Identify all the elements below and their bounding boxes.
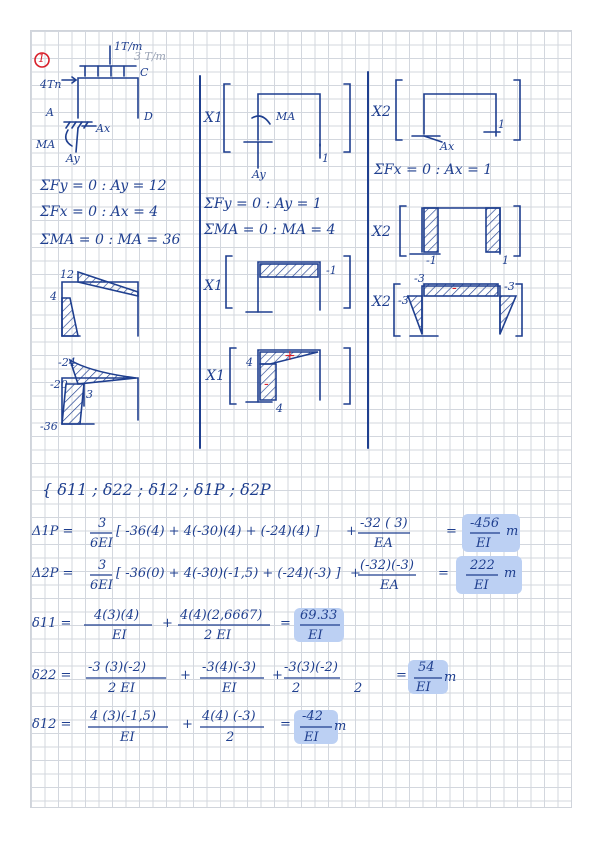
d22-plus2: + [272, 668, 283, 683]
d1p-result-den: EI [476, 536, 491, 551]
d12-lhs: δ12 = [32, 717, 72, 732]
d12-frac2-num: 4(4) (-3) [202, 709, 256, 724]
d22-lhs: δ22 = [32, 668, 72, 683]
d12-unit: m [334, 719, 347, 734]
d22-frac2-num: -3(4)(-3) [202, 660, 256, 675]
middle-x1-label: X1 [204, 110, 223, 126]
problem-number: 1 [38, 52, 45, 65]
d22-result-num: 54 [418, 660, 435, 675]
d1p-frac2-den: EA [374, 536, 393, 551]
d2p-bracket: [ -36(0) + 4(-30)(-1,5) + (-24)(-3) ] [116, 566, 341, 581]
d22-frac3-num: -3(3)(-2) [284, 660, 338, 675]
right-eq-1: ΣFx = 0 : Ax = 1 [374, 162, 493, 178]
diagram1-top-value: 12 [60, 268, 74, 281]
d11-frac1-num: 4(3)(4) [94, 608, 140, 623]
d2p-result-den: EI [474, 578, 489, 593]
right-diagram2-top-left: -3 [414, 272, 425, 285]
diagram2-side-value: 3 [86, 388, 93, 401]
d11-frac2-num: 4(4)(2,6667) [180, 608, 263, 623]
d22-frac1-num: -3 (3)(-2) [88, 660, 147, 675]
d11-frac1-den: EI [112, 628, 127, 643]
d2p-equals: = [438, 566, 449, 581]
middle-minus-sign: - [264, 376, 269, 392]
d12-result-den: EI [304, 730, 319, 745]
middle-ay-label: Ay [252, 168, 266, 181]
node-c-label: C [140, 66, 149, 79]
d12-frac1-den: EI [120, 730, 135, 745]
equilibrium-eq-3: ΣMA = 0 : MA = 36 [40, 232, 181, 248]
middle-diagram1-label: X1 [204, 278, 223, 294]
distributed-load-label: 1T/m [114, 40, 143, 53]
d1p-frac1-num: 3 [98, 516, 107, 531]
equilibrium-eq-1: ΣFy = 0 : Ay = 12 [40, 178, 167, 194]
d1p-frac2-num: -32 ( 3) [360, 516, 408, 531]
d11-equals: = [280, 616, 291, 631]
right-frame-x2 [396, 80, 520, 142]
d1p-lhs: Δ1P = [32, 524, 74, 539]
d1p-frac1-den: 6EI [90, 536, 113, 551]
d12-equals: = [280, 717, 291, 732]
middle-plus-sign: + [284, 348, 296, 364]
diagram2-mid-value: -20 [50, 378, 68, 391]
middle-ma-label: MA [276, 110, 296, 123]
unknowns-set: { δ11 ; δ22 ; δ12 ; δ1P ; δ2P [42, 480, 271, 499]
right-diagram2-right: -3 [504, 280, 515, 293]
right-diagram1-left-value: -1 [426, 254, 437, 267]
right-moment-x2 [400, 206, 520, 256]
d2p-frac1-den: 6EI [90, 578, 113, 593]
main-frame-diagram [62, 46, 138, 152]
right-x2-label: X2 [372, 104, 391, 120]
d22-result-den: EI [416, 680, 431, 695]
d12-result-num: -42 [302, 709, 323, 724]
right-diagram2-label: X2 [372, 294, 391, 310]
d11-frac2-den: 2 EI [204, 628, 232, 643]
node-a-label: A [46, 106, 54, 119]
d1p-bracket: [ -36(4) + 4(-30)(4) + (-24)(4) ] [116, 524, 320, 539]
d22-plus: + [180, 668, 191, 683]
d2p-frac2-num: (-32)(-3) [360, 558, 414, 573]
horizontal-force-label: 4Tn [40, 78, 62, 91]
right-moment-x2-second [394, 284, 522, 336]
d2p-frac2-den: EA [380, 578, 399, 593]
middle-diagram2-left-value: 4 [246, 356, 253, 369]
middle-frame-x1 [224, 84, 350, 168]
d2p-unit: m [504, 566, 517, 581]
middle-diagram2-bottom-value: 4 [276, 402, 283, 415]
moment-diagram-2 [62, 360, 138, 424]
moment-diagram-1 [62, 272, 138, 336]
d11-result-num: 69.33 [300, 608, 338, 623]
middle-diagram1-value: -1 [326, 264, 337, 277]
diagram2-top-value: -24 [58, 356, 76, 369]
reaction-ma-label: MA [36, 138, 56, 151]
diagram1-left-value: 4 [50, 290, 57, 303]
d1p-unit: m [506, 524, 519, 539]
d12-plus: + [182, 717, 193, 732]
right-diagram2-left: -3 [398, 294, 409, 307]
equilibrium-eq-2: ΣFx = 0 : Ax = 4 [40, 204, 159, 220]
d11-plus: + [162, 616, 173, 631]
d1p-equals: = [446, 524, 457, 539]
d1p-result-num: -456 [470, 516, 500, 531]
right-ax-label: Ax [440, 140, 455, 153]
right-unit-load: 1 [498, 118, 505, 131]
node-d-label: D [144, 110, 153, 123]
d22-frac2-den: EI [222, 681, 237, 696]
right-diagram1-right-value: 1 [502, 254, 509, 267]
reaction-ax-label: Ax [96, 122, 111, 135]
d11-result-den: EI [308, 628, 323, 643]
d2p-frac1-num: 3 [98, 558, 107, 573]
diagram2-bottom-value: -36 [40, 420, 58, 433]
d22-frac1-den: 2 EI [108, 681, 136, 696]
right-minus-sign: - [452, 280, 457, 296]
middle-eq-1: ΣFy = 0 : Ay = 1 [204, 196, 322, 212]
d22-unit: m [444, 670, 457, 685]
d11-lhs: δ11 = [32, 616, 72, 631]
middle-unit-load: 1 [322, 152, 329, 165]
d12-frac2-den: 2 [226, 730, 235, 745]
d1p-plus: + [346, 524, 357, 539]
d2p-lhs: Δ2P = [32, 566, 74, 581]
right-diagram1-label: X2 [372, 224, 391, 240]
d2p-plus: + [350, 566, 361, 581]
d22-frac3-den: 2 [292, 681, 301, 696]
d22-frac3-den2: 2 [354, 681, 363, 696]
d22-equals: = [396, 668, 407, 683]
middle-diagram2-label: X1 [206, 368, 225, 384]
reaction-ay-label: Ay [66, 152, 80, 165]
d2p-result-num: 222 [470, 558, 495, 573]
distributed-load-faded-label: 3 T/m [134, 50, 166, 63]
middle-eq-2: ΣMA = 0 : MA = 4 [204, 222, 336, 238]
d12-frac1-num: 4 (3)(-1,5) [90, 709, 157, 724]
